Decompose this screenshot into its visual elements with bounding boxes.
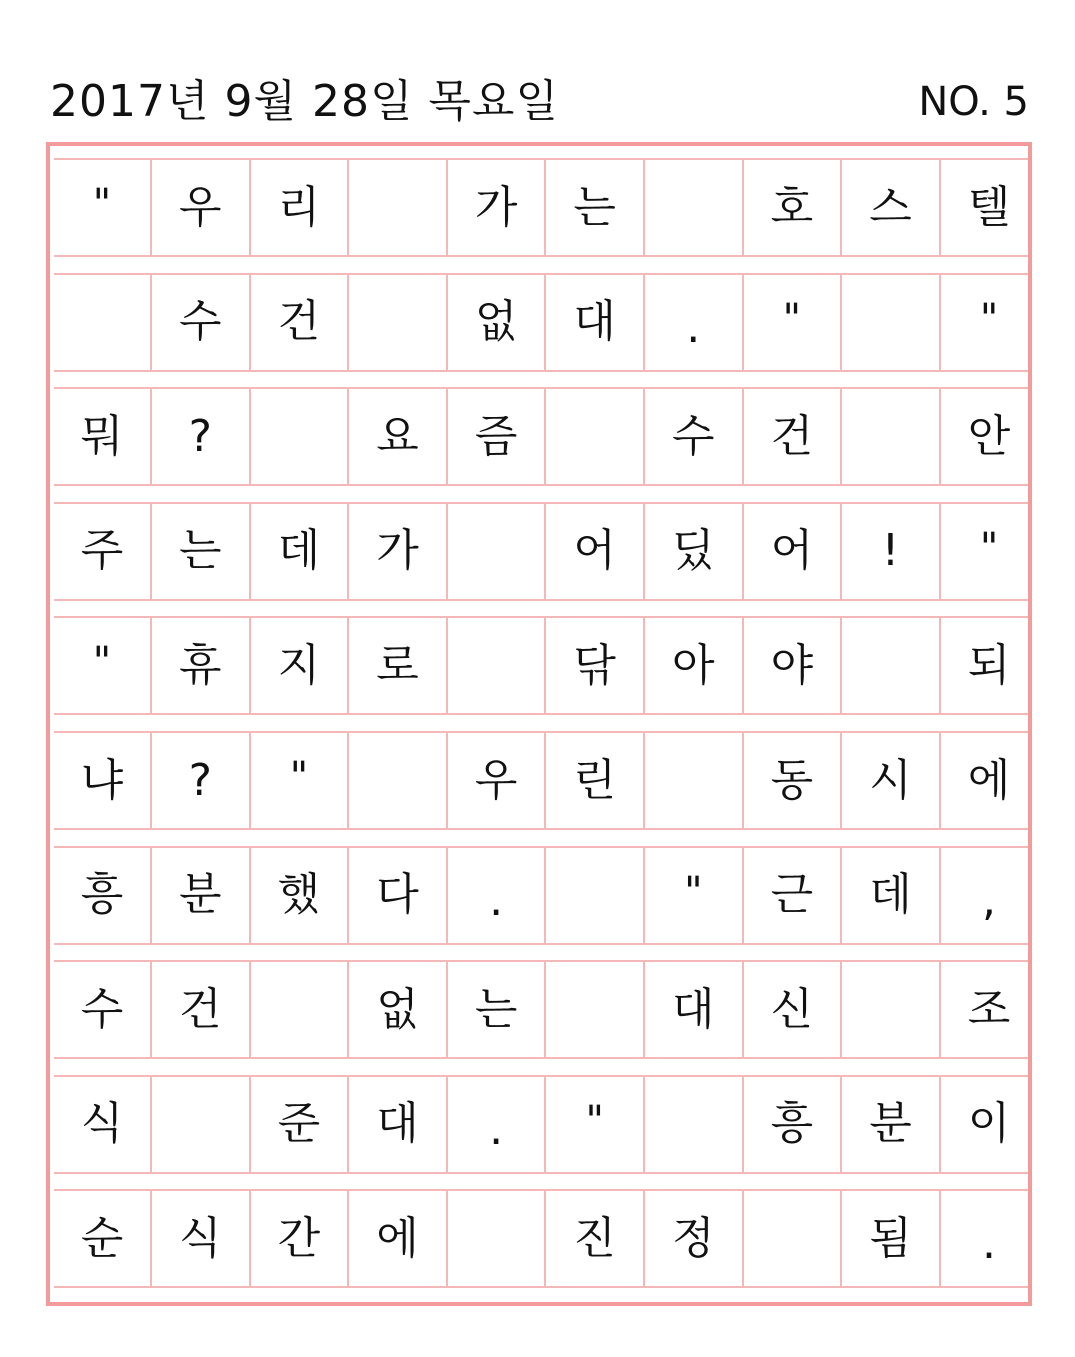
manuscript-cell: 즘 [446,389,545,484]
manuscript-cell: 식 [150,1191,249,1286]
manuscript-cell [742,1191,841,1286]
manuscript-cell: 에 [939,733,1038,828]
manuscript-row [54,846,1028,945]
manuscript-cell: 수 [150,275,249,370]
manuscript-cell [840,275,939,370]
manuscript-cell: 분 [840,1077,939,1172]
page-number: NO. 5 [918,79,1029,125]
manuscript-cell: 준 [249,1077,348,1172]
manuscript-cell: 가 [446,160,545,255]
manuscript-cell: 진 [544,1191,643,1286]
manuscript-cell [347,275,446,370]
manuscript-cell: 정 [643,1191,742,1286]
manuscript-sheet [46,142,1032,1306]
manuscript-cell: . [643,275,742,370]
manuscript-cell: 아 [643,618,742,713]
manuscript-cell [643,160,742,255]
manuscript-cell: " [939,504,1038,599]
manuscript-row [54,502,1028,601]
manuscript-cell: " [544,1077,643,1172]
manuscript-cell: " [92,639,112,686]
manuscript-cell: 건 [150,962,249,1057]
manuscript-cell: 했 [249,848,348,943]
manuscript-cell: " [742,275,841,370]
manuscript-cell: 는 [150,504,249,599]
manuscript-cell: 우 [150,160,249,255]
manuscript-cell: " [249,733,348,828]
manuscript-cell: 텔 [939,160,1038,255]
manuscript-cell: " [92,181,112,227]
manuscript-cell: 휴 [150,618,249,713]
manuscript-cell: ! [840,504,939,599]
manuscript-cell [347,160,446,255]
manuscript-cell: 냐 [80,754,124,806]
manuscript-cell: 건 [249,275,348,370]
manuscript-cell: 흥 [80,869,124,921]
manuscript-cell: 수 [80,983,124,1035]
manuscript-row [54,158,1028,257]
manuscript-row [54,960,1028,1059]
manuscript-cell: 식 [80,1098,124,1150]
manuscript-cell: 딨 [643,504,742,599]
manuscript-cell: 데 [840,848,939,943]
manuscript-row [54,387,1028,486]
manuscript-cell: 시 [840,733,939,828]
manuscript-cell: 로 [347,618,446,713]
manuscript-cell: 순 [80,1212,124,1264]
manuscript-cell: 닦 [544,618,643,713]
manuscript-cell: 스 [840,160,939,255]
manuscript-cell: 어 [742,504,841,599]
manuscript-cell [249,962,348,1057]
manuscript-cell: ? [150,389,249,484]
manuscript-cell: 는 [544,160,643,255]
manuscript-cell [446,504,545,599]
manuscript-cell: 간 [249,1191,348,1286]
manuscript-cell: 린 [544,733,643,828]
manuscript-cell: 분 [150,848,249,943]
manuscript-cell [840,618,939,713]
manuscript-cell: 호 [742,160,841,255]
manuscript-cell: 수 [643,389,742,484]
manuscript-cell: . [446,1077,545,1172]
manuscript-row [54,273,1028,372]
manuscript-cell: 데 [249,504,348,599]
manuscript-cell: 대 [643,962,742,1057]
manuscript-cell: 요 [347,389,446,484]
manuscript-cell [446,618,545,713]
manuscript-cell [347,733,446,828]
manuscript-cell: 대 [544,275,643,370]
manuscript-cell: " [643,848,742,943]
manuscript-cell: 야 [742,618,841,713]
manuscript-cell [544,389,643,484]
manuscript-cell: 대 [347,1077,446,1172]
manuscript-cell: 안 [939,389,1038,484]
manuscript-cell: 없 [446,275,545,370]
manuscript-row [54,731,1028,830]
manuscript-cell [544,848,643,943]
manuscript-cell [840,389,939,484]
manuscript-row [54,1075,1028,1174]
manuscript-cell: 흥 [742,1077,841,1172]
manuscript-cell [643,733,742,828]
manuscript-cell: 건 [742,389,841,484]
manuscript-cell [643,1077,742,1172]
manuscript-cell: 근 [742,848,841,943]
manuscript-cell: 는 [446,962,545,1057]
manuscript-cell: , [939,848,1038,943]
manuscript-cell: 조 [939,962,1038,1057]
manuscript-cell: 리 [249,160,348,255]
manuscript-cell [544,962,643,1057]
manuscript-cell: ? [150,733,249,828]
manuscript-cell: 어 [544,504,643,599]
manuscript-cell [150,1077,249,1172]
manuscript-cell: 지 [249,618,348,713]
manuscript-cell: 우 [446,733,545,828]
manuscript-cell: 되 [939,618,1038,713]
manuscript-cell: " [939,275,1038,370]
manuscript-cell: 신 [742,962,841,1057]
manuscript-row [54,1189,1028,1288]
manuscript-cell: 뭐 [80,410,124,462]
manuscript-cell: . [939,1191,1038,1286]
manuscript-cell: 됨 [840,1191,939,1286]
manuscript-cell: 에 [347,1191,446,1286]
manuscript-cell [446,1191,545,1286]
manuscript-cell: . [446,848,545,943]
manuscript-cell: 없 [347,962,446,1057]
manuscript-cell [249,389,348,484]
manuscript-cell [54,275,150,370]
manuscript-cell: 이 [939,1077,1038,1172]
manuscript-cell: 가 [347,504,446,599]
manuscript-cell: 주 [80,525,124,577]
manuscript-cell: 다 [347,848,446,943]
diary-date: 2017년 9월 28일 목요일 [50,76,559,127]
manuscript-cell [840,962,939,1057]
manuscript-row [54,616,1028,715]
manuscript-cell: 동 [742,733,841,828]
